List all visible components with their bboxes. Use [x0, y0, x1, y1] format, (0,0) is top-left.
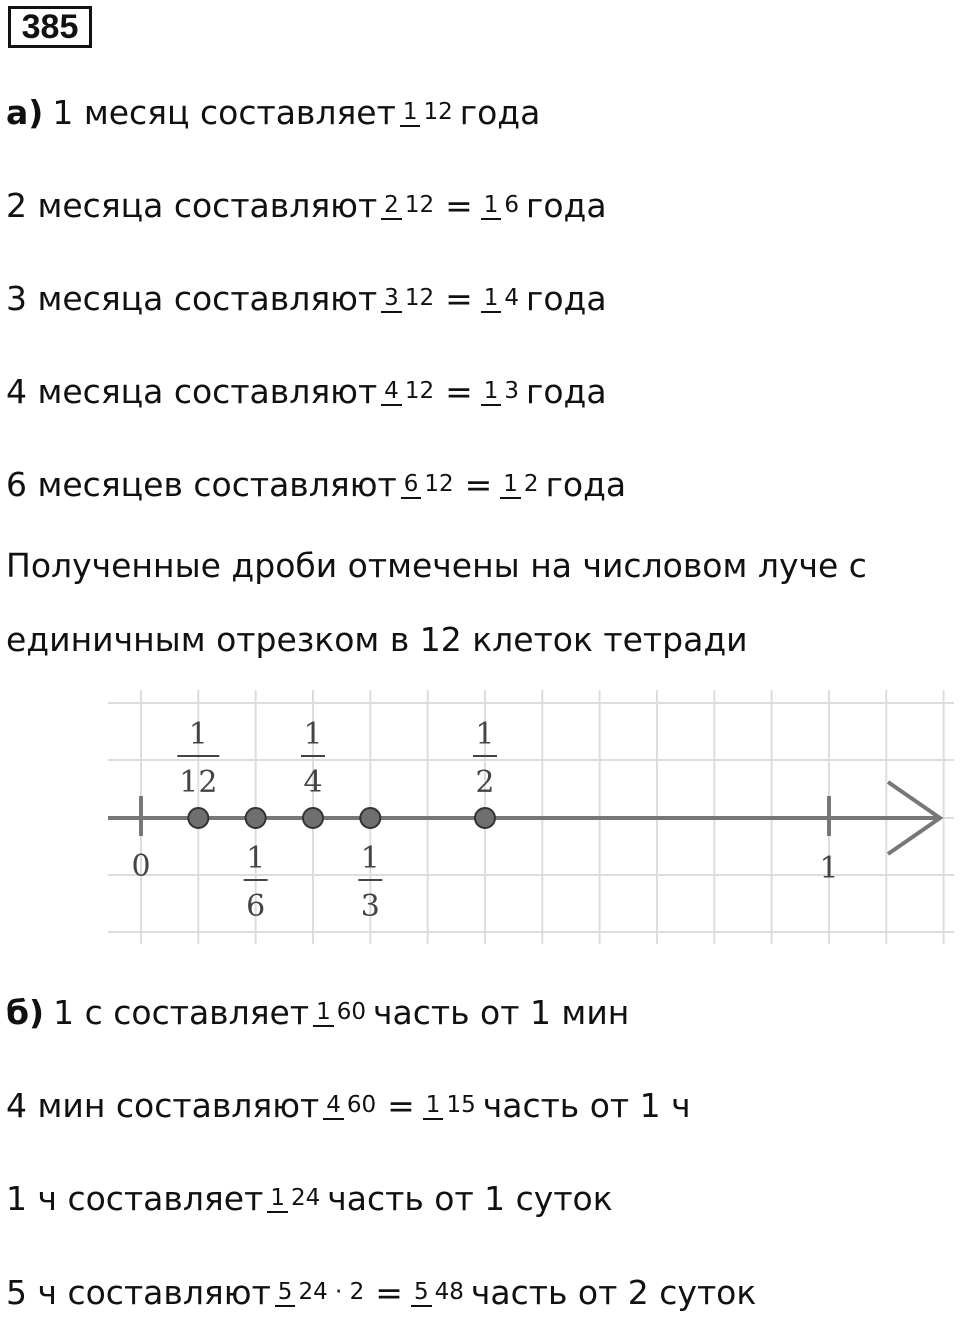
line-suffix: часть от 1 ч: [482, 1085, 691, 1125]
line-suffix: года: [545, 464, 627, 504]
line-text: 4 мин составляют: [6, 1085, 320, 1125]
fraction: 6 12: [401, 472, 457, 496]
part-a-line-1: [6, 80, 540, 144]
line-suffix: часть от 2 суток: [470, 1272, 757, 1312]
part-a-line-3: [6, 266, 607, 330]
fraction: 4 12: [381, 379, 437, 403]
one-label: 1: [819, 851, 839, 886]
line-text: 1 с составляет: [53, 992, 310, 1032]
ray-point: [188, 808, 208, 828]
point-label-denominator: 2: [475, 765, 495, 800]
point-label-numerator: 1: [360, 841, 380, 876]
part-b-line-4: [6, 1260, 756, 1324]
point-label-numerator: 1: [475, 717, 495, 752]
equals-sign: =: [387, 1085, 415, 1125]
part-b-line-3: [6, 1166, 613, 1230]
equals-sign: =: [445, 185, 473, 225]
line-suffix: года: [526, 185, 607, 225]
line-suffix: года: [459, 92, 541, 132]
line-text: 4 месяца составляют: [6, 371, 378, 411]
fraction: 3 12: [381, 286, 437, 310]
line-text: 1 ч составляет: [6, 1178, 264, 1218]
line-text: 6 месяцев составляют: [6, 464, 397, 504]
line-suffix: года: [526, 371, 607, 411]
fraction: 1 6: [481, 193, 522, 217]
fraction: 1 24: [267, 1186, 323, 1210]
fraction: 1 3: [481, 379, 522, 403]
point-label-numerator: 1: [303, 717, 323, 752]
equals-sign: =: [464, 464, 493, 504]
point-label-denominator: 4: [303, 765, 323, 800]
fraction: 4 60: [323, 1093, 379, 1117]
line-suffix: года: [526, 278, 607, 318]
part-a-line-5: [6, 452, 626, 516]
fraction: 2 12: [381, 193, 437, 217]
ray-point: [475, 808, 495, 828]
equals-sign: =: [445, 278, 473, 318]
point-label-denominator: 6: [246, 889, 266, 924]
equals-sign: =: [445, 371, 473, 411]
fraction: 5 48: [411, 1280, 467, 1304]
part-b-line-2: [6, 1073, 691, 1137]
fraction: 1 60: [313, 1000, 369, 1024]
number-ray: [108, 686, 954, 950]
line-text: 3 месяца составляют: [6, 278, 378, 318]
point-label-denominator: 12: [179, 765, 218, 800]
fraction: 1 12: [400, 100, 456, 124]
part-a-line-4: [6, 359, 607, 423]
point-label-numerator: 1: [188, 717, 208, 752]
point-label-numerator: 1: [246, 841, 266, 876]
explanation-line-2: единичным отрезком в 12 клеток тетради: [6, 620, 748, 659]
problem-number: 385: [8, 6, 92, 48]
ray-point: [246, 808, 266, 828]
equals-sign: =: [375, 1272, 403, 1312]
line-text: 2 месяца составляют: [6, 185, 378, 225]
part-a-label: а): [6, 92, 44, 132]
line-text: 1 месяц составляет: [52, 92, 396, 132]
zero-label: 0: [131, 849, 151, 884]
part-b-label: б): [6, 992, 45, 1032]
fraction: 5 24 · 2: [275, 1280, 367, 1304]
ray-point: [360, 808, 380, 828]
point-label-denominator: 3: [360, 889, 380, 924]
fraction: 1 4: [481, 286, 522, 310]
line-text: 5 ч составляют: [6, 1272, 271, 1312]
line-suffix: часть от 1 суток: [327, 1178, 613, 1218]
explanation-line-1: Полученные дроби отмечены на числовом луче с: [6, 546, 867, 585]
fraction: 1 15: [423, 1093, 479, 1117]
part-a-line-2: [6, 173, 607, 237]
part-b-line-1: [6, 980, 629, 1044]
line-suffix: часть от 1 мин: [373, 992, 630, 1032]
ray-point: [303, 808, 323, 828]
fraction: 1 2: [500, 472, 541, 496]
